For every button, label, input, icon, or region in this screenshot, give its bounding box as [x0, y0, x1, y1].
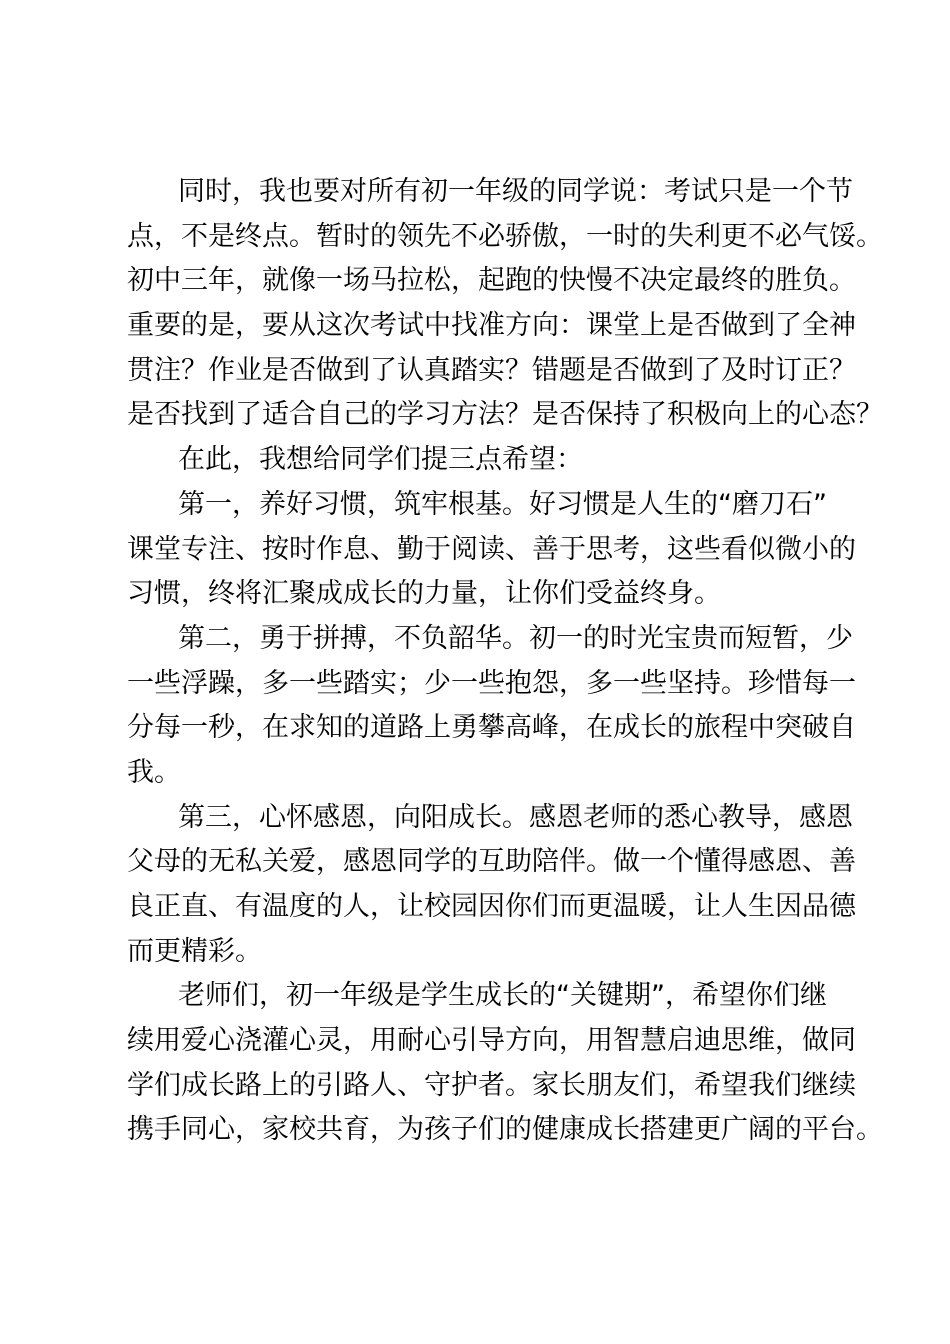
text-line: 点，不是终点。暂时的领先不必骄傲，一时的失利更不必气馁。 [127, 220, 883, 252]
text-line: 良正直、有温度的人，让校园因你们而更温暖，让人生因品德 [127, 891, 856, 922]
paragraph-three-hopes-intro [127, 438, 837, 483]
text-line: 重要的是，要从这次考试中找准方向：课堂上是否做到了全神 [127, 310, 856, 342]
text-line: 第三，心怀感恩，向阳成长。感恩老师的悉心教导，感恩 [178, 801, 853, 833]
paragraph-hope-three [127, 796, 856, 975]
text-line: 同时，我也要对所有初一年级的同学说：考试只是一个节 [178, 176, 853, 207]
paragraph-teachers-parents [127, 974, 883, 1153]
document-body [127, 170, 883, 1153]
paragraph-exam-advice [127, 170, 883, 438]
paragraph-hope-two [127, 617, 856, 796]
text-line: 我。 [127, 756, 181, 788]
text-line: 第一，养好习惯，筑牢根基。好习惯是人生的“磨刀石” [178, 488, 827, 520]
text-line: 分每一秒，在求知的道路上勇攀高峰，在成长的旅程中突破自 [127, 712, 856, 744]
text-line: 第二，勇于拼搏，不负韶华。初一的时光宝贵而短暂，少 [178, 622, 853, 654]
text-line: 是否找到了适合自己的学习方法？是否保持了积极向上的心态？ [127, 399, 883, 431]
text-line: 初中三年，就像一场马拉松，起跑的快慢不决定最终的胜负。 [127, 265, 856, 297]
paragraph-hope-one [127, 483, 856, 617]
text-line: 续用爱心浇灌心灵，用耐心引导方向，用智慧启迪思维，做同 [127, 1025, 856, 1057]
text-line: 课堂专注、按时作息、勤于阅读、善于思考，这些看似微小的 [127, 533, 856, 565]
text-line: 学们成长路上的引路人、守护者。家长朋友们，希望我们继续 [127, 1069, 856, 1101]
text-line: 一些浮躁，多一些踏实；少一些抱怨，多一些坚持。珍惜每一 [127, 667, 856, 699]
text-line: 携手同心，家校共育，为孩子们的健康成长搭建更广阔的平台。 [127, 1114, 883, 1146]
text-line: 而更精彩。 [127, 935, 262, 967]
text-line: 老师们，初一年级是学生成长的“关键期”，希望你们继 [178, 980, 827, 1012]
text-line: 贯注？作业是否做到了认真踏实？错题是否做到了及时订正？ [127, 354, 856, 386]
text-line: 习惯，终将汇聚成成长的力量，让你们受益终身。 [127, 578, 721, 610]
text-line: 父母的无私关爱，感恩同学的互助陪伴。做一个懂得感恩、善 [127, 846, 856, 878]
text-line: 在此，我想给同学们提三点希望： [178, 444, 583, 476]
